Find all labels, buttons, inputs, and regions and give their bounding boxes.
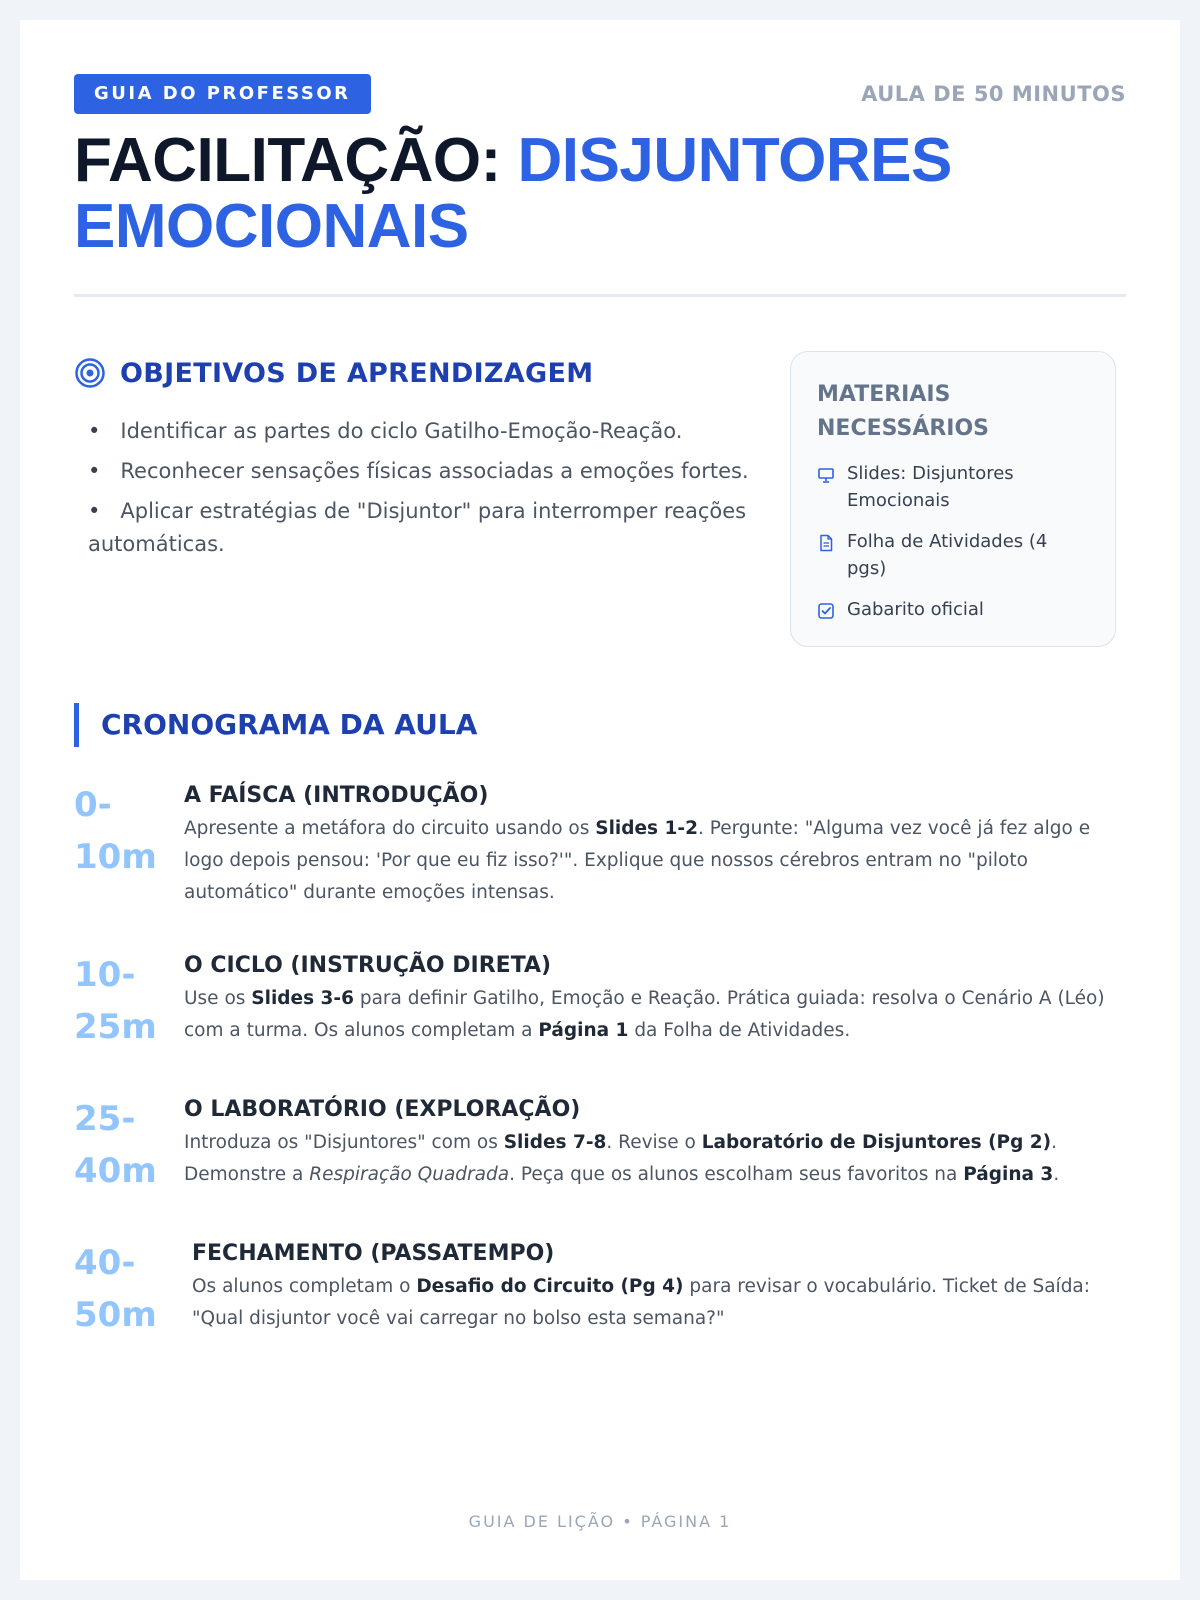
time-start: 10- (74, 955, 136, 995)
schedule-body (184, 1237, 1126, 1341)
schedule-item-description (184, 1127, 1126, 1191)
schedule-item-title: A FAÍSCA (INTRODUÇÃO) (184, 783, 489, 808)
time-range (74, 1093, 184, 1197)
presentation-icon (817, 466, 835, 484)
target-icon (74, 357, 106, 389)
time-end: 50m (74, 1295, 157, 1335)
lesson-schedule (74, 703, 1126, 1341)
title-prefix: FACILITAÇÃO: (74, 126, 518, 195)
schedule-heading: CRONOGRAMA DA AULA (74, 703, 1126, 747)
emphasis-italic: Respiração Quadrada (309, 1164, 510, 1185)
materials-card (790, 351, 1116, 647)
schedule-body (184, 1093, 1126, 1197)
text-run: . Revise o (606, 1132, 702, 1153)
lesson-duration: AULA DE 50 MINUTOS (861, 82, 1126, 106)
schedule-item-description (184, 813, 1126, 909)
time-end: 10m (74, 837, 157, 877)
material-label: Folha de Atividades (4 pgs) (847, 531, 1048, 579)
page-footer: GUIA DE LIÇÃO • PÁGINA 1 (468, 1512, 732, 1531)
page-header (74, 74, 1126, 114)
text-run: para definir Gatilho, Emoção e Reação. Prática guiada: resolva o Cenário A (Léo) com a turma. Os alunos completam a (184, 988, 1105, 1041)
time-range (74, 949, 184, 1053)
objectives-list (74, 415, 754, 561)
text-run: . Pergunte: "Alguma vez você já fez algo e logo depois pensou: 'Por que eu fiz isso?'". Explique que nossos cérebros entram no "piloto automático" durante emoções intensas. (184, 818, 1091, 903)
lesson-page (20, 20, 1180, 1580)
text-run: Introduza os "Disjuntores" com os (184, 1132, 504, 1153)
time-end: 25m (74, 1007, 157, 1047)
header-divider (74, 294, 1126, 297)
time-range (74, 779, 184, 909)
text-run: para revisar o vocabulário. Ticket de Saída: "Qual disjuntor você vai carregar no bolso esta semana?" (192, 1276, 1091, 1329)
schedule-item-description (184, 983, 1126, 1047)
text-run: da Folha de Atividades. (628, 1020, 851, 1041)
title-accent: DISJUNTORES EMOCIONAIS (74, 126, 952, 261)
emphasis-bold: Laboratório de Disjuntores (Pg 2) (701, 1132, 1052, 1153)
objective-item: • Reconhecer sensações físicas associadas a emoções fortes. (74, 455, 754, 488)
objectives-heading-label: OBJETIVOS DE APRENDIZAGEM (120, 357, 594, 389)
schedule-item-description (192, 1271, 1126, 1335)
text-run: Apresente a metáfora do circuito usando os (184, 818, 596, 839)
schedule-item (74, 1093, 1126, 1197)
schedule-item (74, 949, 1126, 1053)
time-start: 25- (74, 1099, 136, 1139)
schedule-item (74, 1237, 1126, 1341)
schedule-item (74, 779, 1126, 909)
objective-item: • Aplicar estratégias de "Disjuntor" para interromper reações automáticas. (74, 495, 754, 561)
document-icon (817, 534, 835, 552)
objectives-heading (74, 351, 754, 395)
text-run: . Demonstre a (184, 1132, 1057, 1185)
text-run: . Peça que os alunos escolham seus favoritos na (509, 1164, 964, 1185)
time-range (74, 1237, 184, 1341)
material-item (817, 596, 1089, 623)
teacher-guide-badge: GUIA DO PROFESSOR (74, 74, 371, 114)
objective-item: • Identificar as partes do ciclo Gatilho-Emoção-Reação. (74, 415, 754, 448)
time-end: 40m (74, 1151, 157, 1191)
schedule-list (74, 779, 1126, 1341)
schedule-body (184, 779, 1126, 909)
page-title (74, 128, 1126, 260)
material-item (817, 528, 1089, 582)
schedule-item-title: O CICLO (INSTRUÇÃO DIRETA) (184, 953, 552, 978)
overview-section (74, 351, 1126, 647)
emphasis-bold: Desafio do Circuito (Pg 4) (416, 1276, 684, 1297)
materials-title: MATERIAIS NECESSÁRIOS (817, 382, 990, 441)
learning-objectives (74, 351, 754, 568)
text-run: Use os (184, 988, 252, 1009)
emphasis-bold: Página 3 (963, 1164, 1054, 1185)
emphasis-bold: Slides 7-8 (503, 1132, 607, 1153)
schedule-item-title: O LABORATÓRIO (EXPLORAÇÃO) (184, 1097, 581, 1122)
time-start: 0- (74, 785, 112, 825)
text-run: . (1053, 1164, 1060, 1185)
material-item (817, 460, 1089, 514)
checkbox-icon (817, 602, 835, 620)
material-label: Slides: Disjuntores Emocionais (847, 463, 1014, 511)
schedule-body (184, 949, 1126, 1053)
text-run: Os alunos completam o (192, 1276, 417, 1297)
emphasis-bold: Página 1 (538, 1020, 629, 1041)
emphasis-bold: Slides 1-2 (595, 818, 698, 839)
material-label: Gabarito oficial (847, 599, 984, 620)
time-start: 40- (74, 1243, 136, 1283)
emphasis-bold: Slides 3-6 (251, 988, 354, 1009)
schedule-item-title: FECHAMENTO (PASSATEMPO) (192, 1241, 555, 1266)
